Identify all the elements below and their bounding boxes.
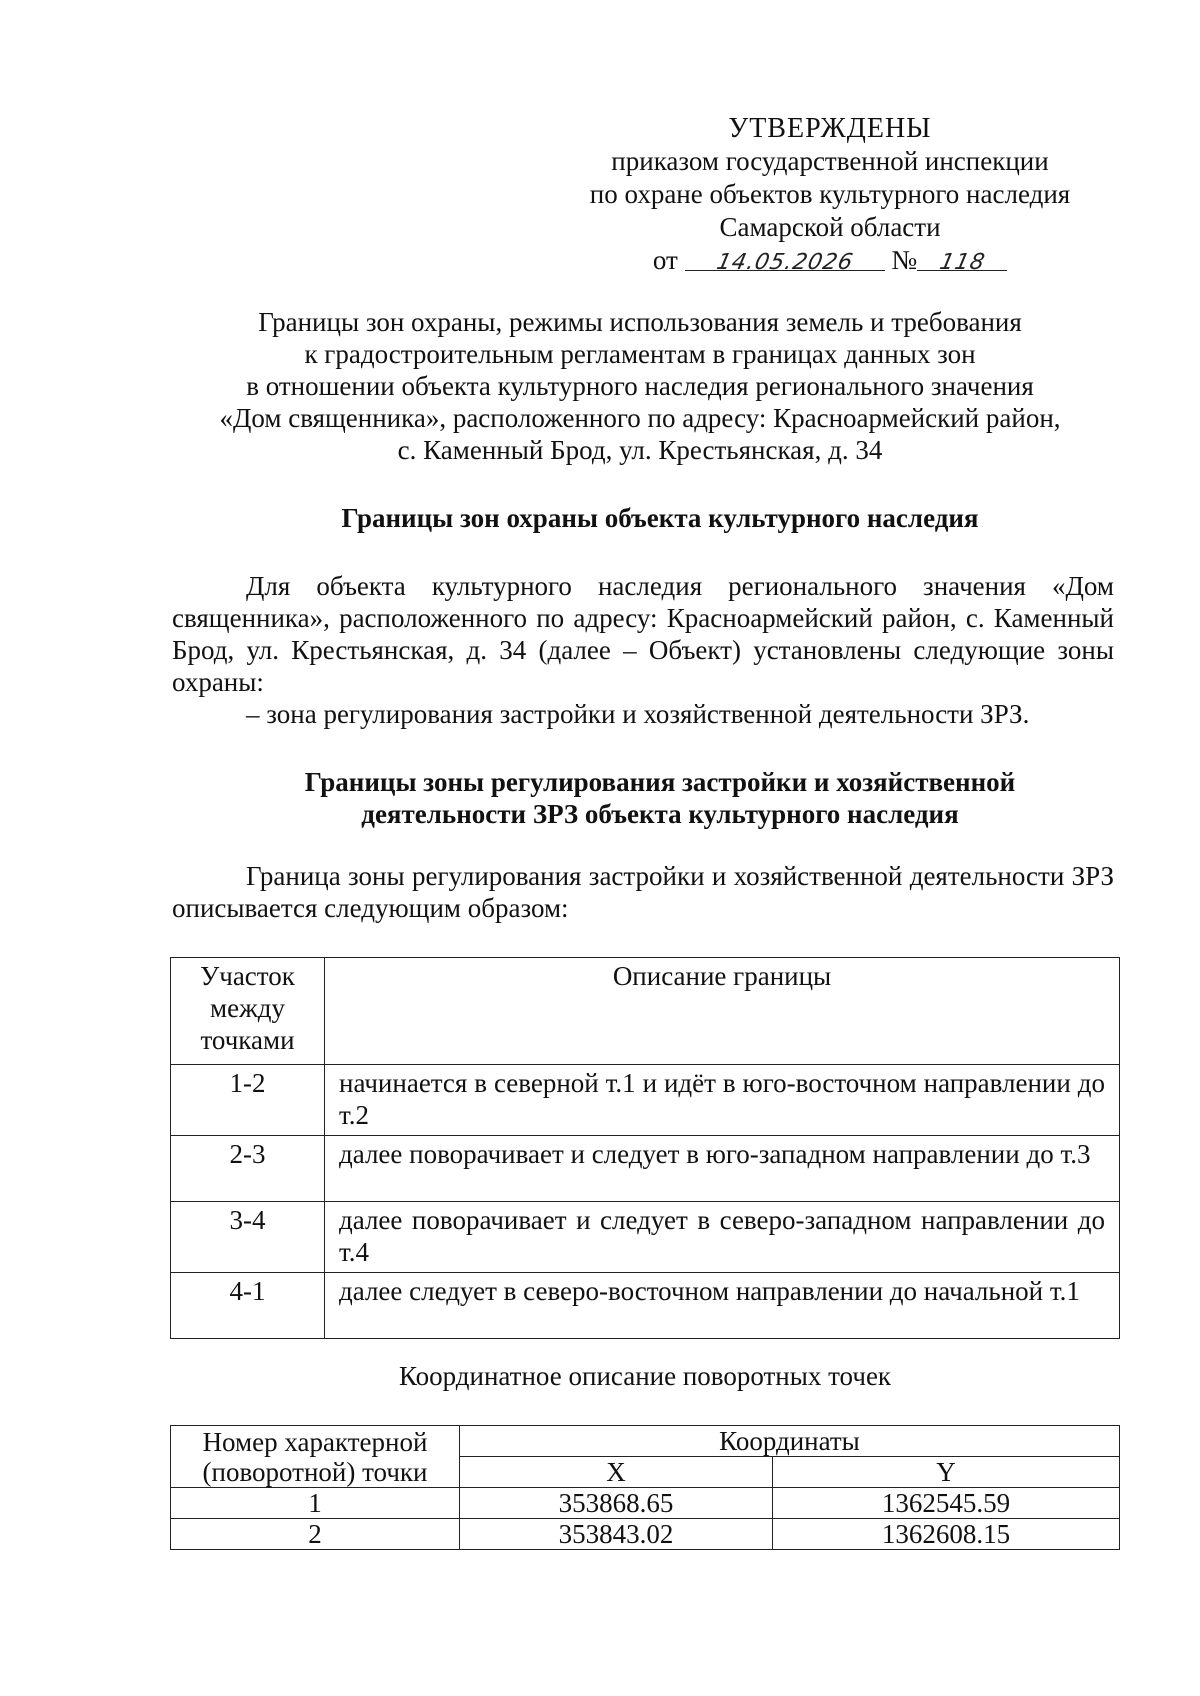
coordinates-header-row-1 xyxy=(171,1426,1120,1457)
table-row xyxy=(171,1488,1120,1519)
segment-cell: 2-3 xyxy=(171,1136,325,1202)
title-line-1: Границы зон охраны, режимы использования земель и требования xyxy=(258,307,1022,337)
table-row xyxy=(171,1519,1120,1550)
y-cell: 1362545.59 xyxy=(772,1488,1119,1519)
date-prefix: от xyxy=(652,245,678,275)
section-1-heading: Границы зон охраны объекта культурного наследия xyxy=(341,503,979,533)
point-cell: 2 xyxy=(171,1519,460,1550)
number-field xyxy=(917,244,1007,275)
title-line-3: в отношении объекта культурного наследия регионального значения xyxy=(246,371,1034,401)
section-2-paragraph: Граница зоны регулирования застройки и хозяйственной деятельности ЗРЗ описывается следующим образом: xyxy=(172,861,1114,923)
description-cell: далее поворачивает и следует в северо-западном направлении до т.4 xyxy=(325,1202,1120,1273)
description-cell: далее поворачивает и следует в юго-западном направлении до т.3 xyxy=(325,1136,1120,1202)
boundary-table-header xyxy=(171,958,1120,1065)
table-row xyxy=(171,1136,1120,1202)
title-line-5: с. Каменный Брод, ул. Крестьянская, д. 34 xyxy=(397,435,883,465)
approval-heading: УТВЕРЖДЕНЫ xyxy=(728,113,932,144)
boundary-table xyxy=(170,957,1120,1339)
header-y: Y xyxy=(772,1457,1119,1488)
table-row xyxy=(171,1065,1120,1136)
section-2-heading xyxy=(240,766,1080,830)
header-segment-line-3: точками xyxy=(200,1025,295,1055)
section-1-paragraph: Для объекта культурного наследия регионального значения «Дом священника», расположенного по адресу: Красноармейский район, с. Каменный Брод, ул. Крестьянская, д. 34 (далее – Объект) установлены следующие зоны охраны: xyxy=(172,571,1114,697)
description-cell: далее следует в северо-восточном направлении до начальной т.1 xyxy=(325,1273,1120,1339)
approval-line-1: приказом государственной инспекции xyxy=(611,146,1049,176)
section-2-heading-line-2: деятельности ЗРЗ объекта культурного наследия xyxy=(361,799,959,829)
header-point-line-1: Номер характерной xyxy=(202,1426,428,1457)
header-coordinates: Координаты xyxy=(460,1426,1120,1457)
x-cell: 353843.02 xyxy=(460,1519,773,1550)
header-point-line-2: (поворотной) точки xyxy=(202,1456,428,1487)
header-segment-line-2: между xyxy=(210,993,285,1023)
header-point-number xyxy=(171,1426,460,1488)
segment-cell: 3-4 xyxy=(171,1202,325,1273)
date-field xyxy=(685,244,885,275)
coordinates-heading: Координатное описание поворотных точек xyxy=(398,1361,892,1391)
header-segment xyxy=(171,958,325,1065)
table-row xyxy=(171,1202,1120,1273)
approval-block xyxy=(540,112,1120,277)
approval-line-2: по охране объектов культурного наследия xyxy=(589,179,1071,209)
protection-zone-item: – зона регулирования застройки и хозяйственной деятельности ЗРЗ. xyxy=(246,699,1030,729)
header-description: Описание границы xyxy=(325,958,1120,1065)
y-cell: 1362608.15 xyxy=(772,1519,1119,1550)
segment-cell: 1-2 xyxy=(171,1065,325,1136)
document-title xyxy=(180,306,1100,466)
x-cell: 353868.65 xyxy=(460,1488,773,1519)
title-line-4: «Дом священника», расположенного по адресу: Красноармейский район, xyxy=(219,403,1061,433)
coordinates-table xyxy=(170,1425,1120,1550)
segment-cell: 4-1 xyxy=(171,1273,325,1339)
title-line-2: к градостроительным регламентам в границах данных зон xyxy=(304,339,976,369)
point-cell: 1 xyxy=(171,1488,460,1519)
section-2-heading-line-1: Границы зоны регулирования застройки и хозяйственной xyxy=(304,767,1016,797)
handwritten-number: 118 xyxy=(936,250,988,275)
description-cell: начинается в северной т.1 и идёт в юго-восточном направлении до т.2 xyxy=(325,1065,1120,1136)
handwritten-date: 14.05.2026 xyxy=(713,250,856,275)
header-x: X xyxy=(460,1457,773,1488)
table-row xyxy=(171,1273,1120,1339)
number-sign: № xyxy=(891,245,918,275)
order-date-line xyxy=(540,244,1120,277)
approval-line-3: Самарской области xyxy=(719,212,941,242)
header-segment-line-1: Участок xyxy=(200,961,295,991)
